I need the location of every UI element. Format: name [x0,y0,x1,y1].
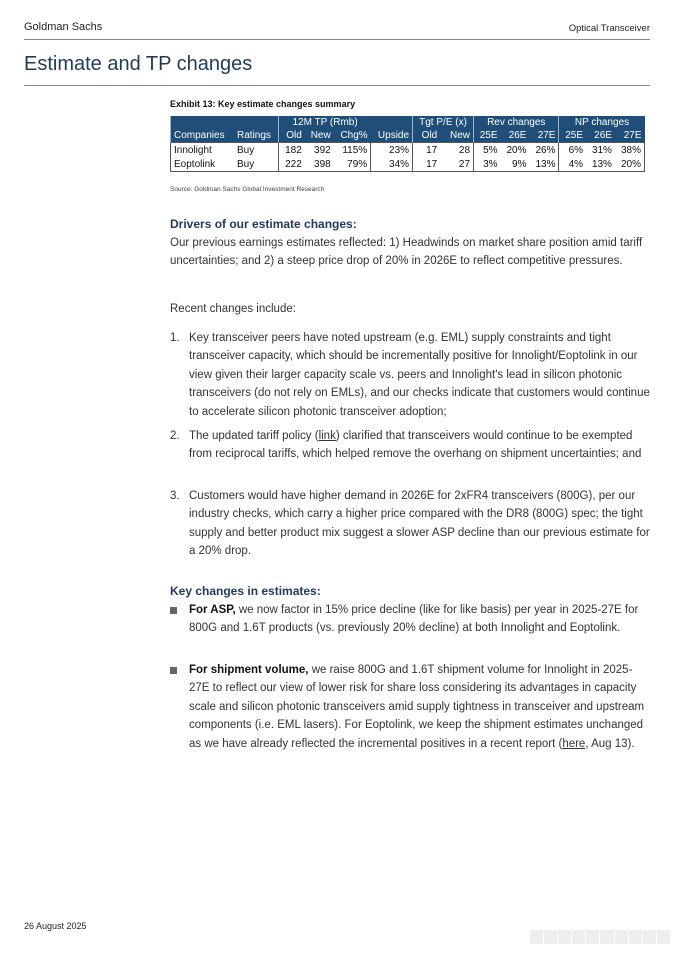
column-header: Companies [171,129,235,143]
rating-cell: Buy [234,157,279,172]
column-header: 25E [559,129,586,143]
exhibit-title: Exhibit 13: Key estimate changes summary [170,99,356,109]
bullet-text [189,661,651,753]
group-header-pe: Tgt P/E (x) [413,116,474,129]
key-changes-heading: Key changes in estimates: [170,584,321,598]
table-cell: 6% [559,143,586,158]
square-bullet-icon [170,667,177,674]
list-number: 3. [170,490,180,502]
list-number: 2. [170,430,180,442]
column-header: New [440,129,473,143]
table-cell: 31% [586,143,615,158]
table-cell: 13% [586,157,615,172]
table-cell: 222 [279,157,305,172]
tariff-policy-link[interactable]: link [318,430,336,442]
rating-cell: Buy [234,143,279,158]
title-divider [24,85,650,86]
table-cell: 17 [413,157,441,172]
table-row [171,143,645,158]
table-cell: 27 [440,157,473,172]
table-row [171,157,645,172]
table-cell: 115% [334,143,371,158]
list-item-text [189,427,652,464]
bullet-text [189,601,651,638]
table-cell: 26% [529,143,559,158]
estimate-changes-table [170,116,645,172]
group-header-np: NP changes [559,116,645,129]
table-header-row [171,129,645,143]
table-cell: 17 [413,143,441,158]
bullet-lead: For shipment volume, [189,664,309,676]
list-item-text-pre: The updated tariff policy ( [189,430,319,442]
exhibit-source: Source: Goldman Sachs Global Investment Research [170,186,325,193]
column-header: 27E [615,129,645,143]
table-cell: 38% [615,143,645,158]
group-header-rev: Rev changes [474,116,559,129]
column-header: 27E [529,129,559,143]
list-item-text: Key transceiver peers have noted upstream (e.g. EML) supply constraints and tight transceiver capacity, which should be incrementally positive for Innolight/Eoptolink in our view given their larger capacity scale vs. peers and Innolight's lead in silicon photonic transceivers (do not rely on EMLs), and our checks indicate that customers would continue to accelerate silicon photonic transceiver adoption; [189,332,650,418]
table-cell: 3% [474,157,501,172]
list-number: 1. [170,332,180,344]
table-cell: 5% [474,143,501,158]
list-item-text: Customers would have higher demand in 2026E for 2xFR4 transceivers (800G), per our industry checks, which carry a higher price compared with the DR8 (800G) spec; the tight supply and better product mix suggest a slower ASP decline than our previous estimate for a 20% drop. [189,490,650,558]
table-group-header-row [171,116,645,129]
table-cell: 182 [279,143,305,158]
report-name: Optical Transceiver [568,23,650,34]
drivers-heading: Drivers of our estimate changes: [170,217,357,231]
column-header: New [305,129,334,143]
bullet-body: we raise 800G and 1.6T shipment volume for Innolight in 2025-27E to reflect our view of lower risk for share loss considering its advantages in capacity scale and silicon photonic transceivers amid supply tightness in transceiver and upstream components (i.e. EML lasers). For Eoptolink, we keep the shipment estimates unchanged as we have already reflected the incremental positives in a recent report ( [189,664,645,750]
table-cell: 4% [559,157,586,172]
column-header: Upside [371,129,413,143]
table-cell: 9% [501,157,530,172]
table-cell: 34% [371,157,413,172]
square-bullet-icon [170,607,177,614]
bullet-lead: For ASP, [189,604,236,616]
table-cell: 20% [615,157,645,172]
table-cell: 20% [501,143,530,158]
bullet-body-post: , Aug 13). [585,737,635,750]
recent-changes-label: Recent changes include: [170,303,296,315]
header-divider [24,39,650,40]
footer-date: 26 August 2025 [24,921,87,931]
section-title: Estimate and TP changes [24,53,253,75]
column-header: 25E [474,129,501,143]
drivers-intro: Our previous earnings estimates reflected: 1) Headwinds on market share position amid tariff uncertainties; and 2) a steep price drop of 20% in 2026E to reflect competitive pressures. [170,237,643,268]
column-header: Chg% [334,129,371,143]
table-cell: 23% [371,143,413,158]
table-cell: 28 [440,143,473,158]
table-cell: 392 [305,143,334,158]
group-header-tp: 12M TP (Rmb) [279,116,371,129]
column-header: Old [279,129,305,143]
column-header: 26E [501,129,530,143]
company-cell: Innolight [171,143,235,158]
list-item-text-post: ) clarified that transceivers would continue to be exempted from reciprocal tariffs, which helped remove the overhang on shipment uncertainties; and [189,430,642,461]
bullet-body: we now factor in 15% price decline (like for like basis) per year in 2025-27E for 800G and 1.6T products (vs. previously 20% decline) at both Innolight and Eoptolink. [189,604,639,635]
column-header: Ratings [234,129,279,143]
table-cell: 398 [305,157,334,172]
company-cell: Eoptolink [171,157,235,172]
recent-report-link[interactable]: here [562,737,586,750]
table-cell: 79% [334,157,371,172]
firm-name: Goldman Sachs [24,21,103,33]
column-header: 26E [586,129,615,143]
watermark [530,930,670,944]
table-cell: 13% [529,157,559,172]
column-header: Old [413,129,441,143]
